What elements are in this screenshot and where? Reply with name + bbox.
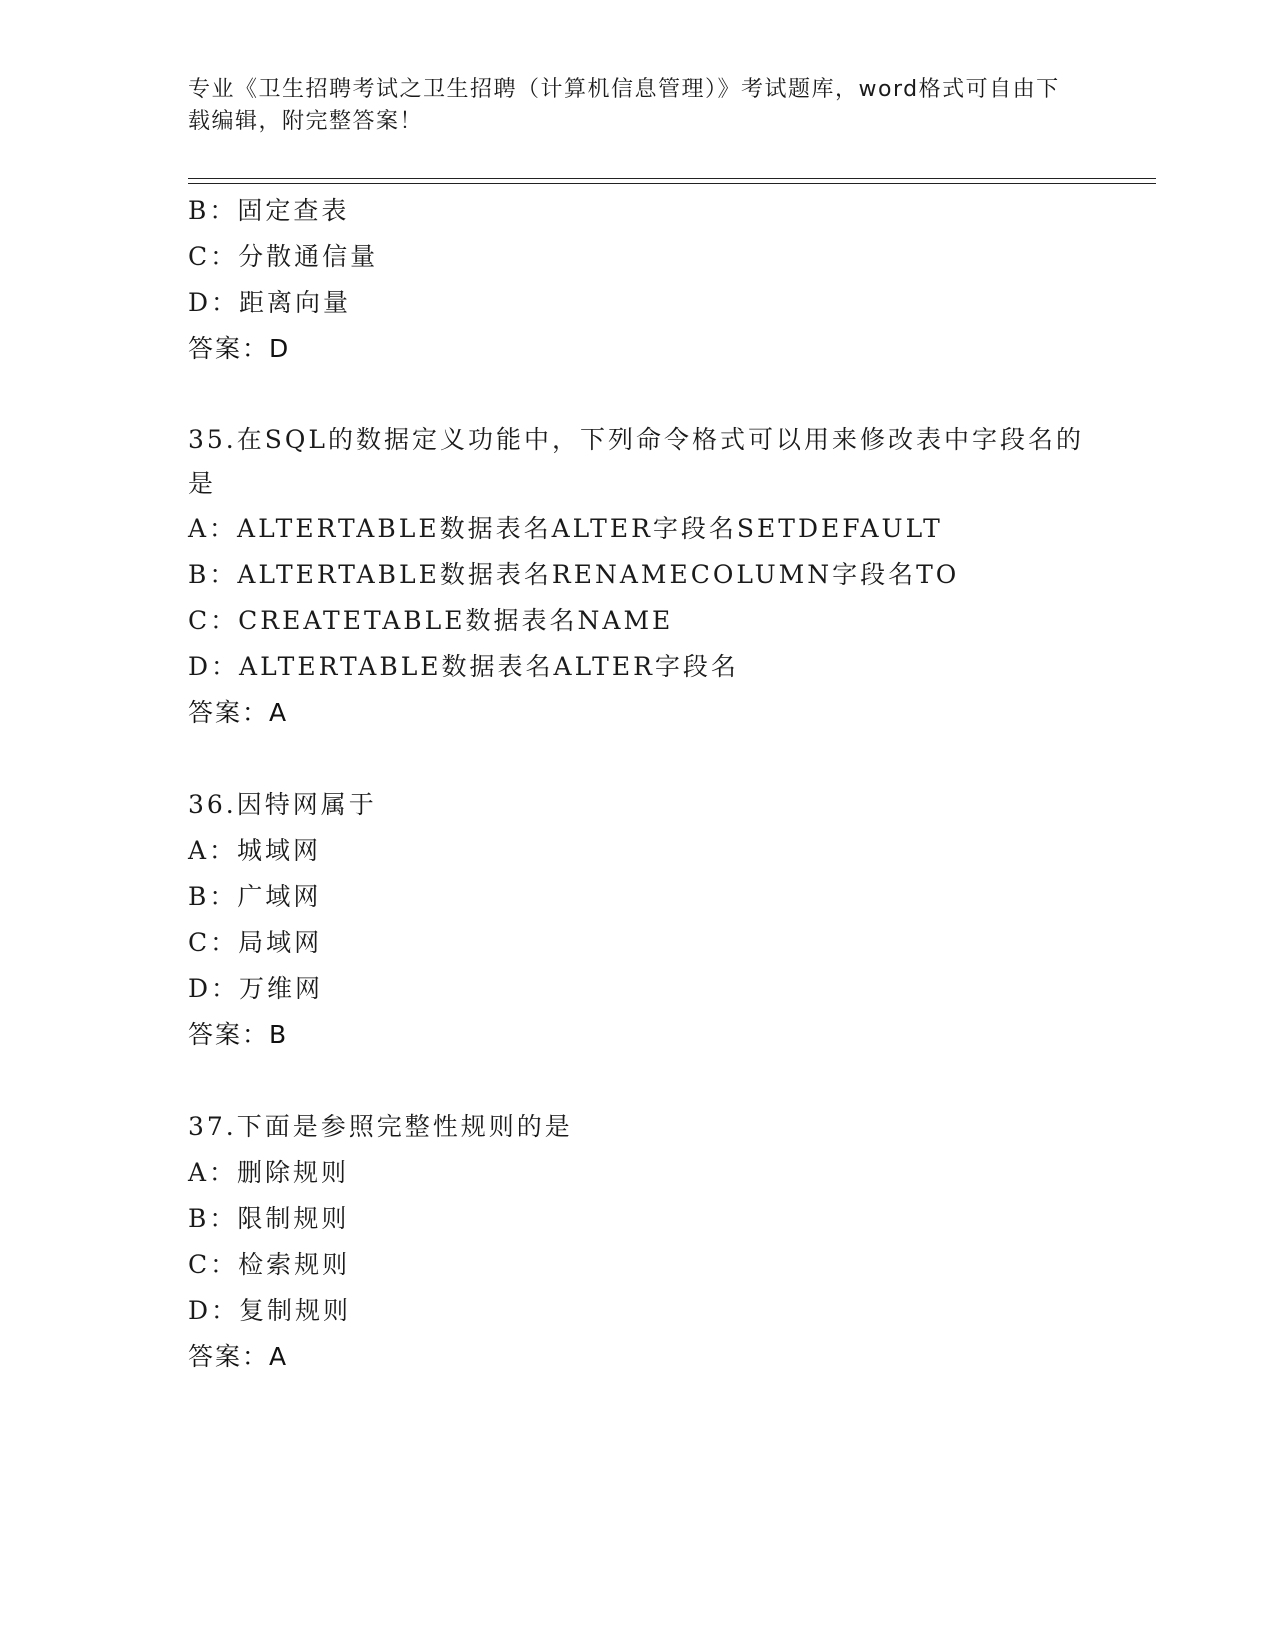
- option-b: B：ALTERTABLE数据表名RENAMECOLUMN字段名TO: [188, 560, 960, 589]
- question-content: [188, 188, 1088, 1380]
- option-d: D：ALTERTABLE数据表名ALTER字段名: [188, 652, 739, 681]
- document-header: 专业《卫生招聘考试之卫生招聘（计算机信息管理）》考试题库，word格式可自由下载编辑，附完整答案！: [188, 77, 1060, 134]
- header-rule-top: [188, 178, 1156, 179]
- question-title: 37.下面是参照完整性规则的是: [188, 1112, 573, 1141]
- option-b: B：限制规则: [188, 1204, 350, 1233]
- option-a: A：ALTERTABLE数据表名ALTER字段名SETDEFAULT: [188, 514, 943, 543]
- answer-line: 答案：A: [188, 698, 289, 727]
- header-rule-bottom: [188, 183, 1156, 184]
- question-title: 36.因特网属于: [188, 790, 377, 819]
- option-d: D：万维网: [188, 974, 324, 1003]
- question-block-36: [188, 782, 1088, 1058]
- option-c: C：分散通信量: [188, 242, 379, 271]
- option-c: C：CREATETABLE数据表名NAME: [188, 606, 674, 635]
- question-block-37: [188, 1104, 1088, 1380]
- option-a: A：删除规则: [188, 1158, 350, 1187]
- answer-line: 答案：B: [188, 1020, 289, 1049]
- spacer: [188, 372, 1088, 418]
- option-b: B：广域网: [188, 882, 322, 911]
- prev-question-block: [188, 188, 1088, 372]
- question-title: 35.在SQL的数据定义功能中，下列命令格式可以用来修改表中字段名的是: [188, 425, 1084, 498]
- option-d: D：距离向量: [188, 288, 352, 317]
- option-a: A：城域网: [188, 836, 322, 865]
- spacer: [188, 736, 1088, 782]
- option-c: C：检索规则: [188, 1250, 351, 1279]
- question-block-35: [188, 418, 1088, 736]
- spacer: [188, 1058, 1088, 1104]
- answer-line: 答案：D: [188, 334, 291, 363]
- option-c: C：局域网: [188, 928, 323, 957]
- option-b: B：固定查表: [188, 196, 350, 225]
- answer-line: 答案：A: [188, 1342, 289, 1371]
- option-d: D：复制规则: [188, 1296, 352, 1325]
